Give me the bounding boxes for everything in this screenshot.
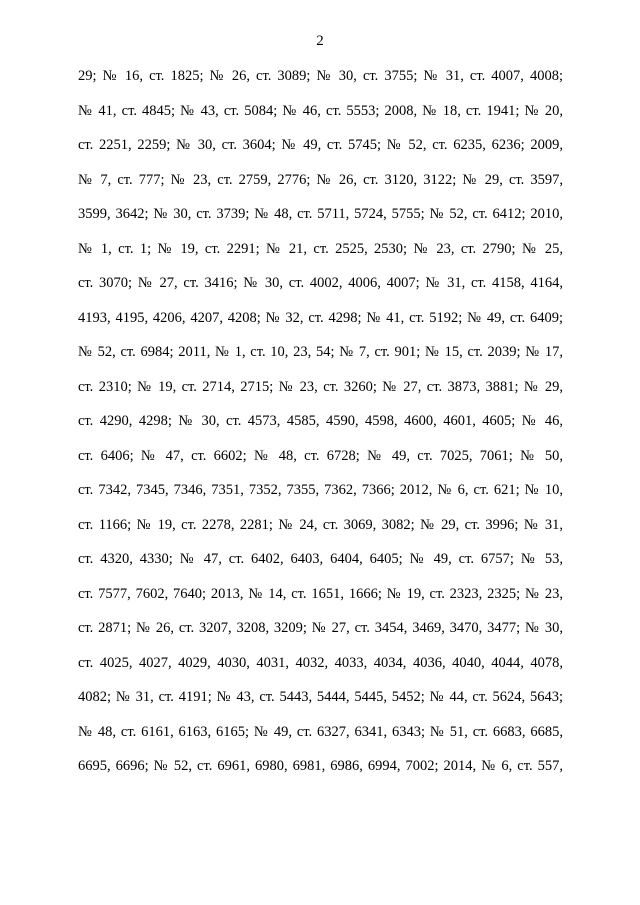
text-line-4: № 7, ст. 777; № 23, ст. 2759, 2776; № 26, ст. 3120, 3122; № 29, ст. 3597,	[78, 171, 563, 188]
page-number: 2	[316, 33, 324, 49]
text-line-20: № 48, ст. 6161, 6163, 6165; № 49, ст. 6327, 6341, 6343; № 51, ст. 6683, 6685,	[78, 723, 563, 740]
text-line-1: 29; № 16, ст. 1825; № 26, ст. 3089; № 30, ст. 3755; № 31, ст. 4007, 4008;	[78, 68, 563, 84]
text-line-9: № 52, ст. 6984; 2011, № 1, ст. 10, 23, 54; № 7, ст. 901; № 15, ст. 2039; № 17,	[78, 344, 563, 360]
text-line-5: 3599, 3642; № 30, ст. 3739; № 48, ст. 5711, 5724, 5755; № 52, ст. 6412; 2010,	[78, 206, 563, 222]
text-line-10: ст. 2310; № 19, ст. 2714, 2715; № 23, ст. 3260; № 27, ст. 3873, 3881; № 29,	[78, 378, 563, 395]
text-line-15: ст. 4320, 4330; № 47, ст. 6402, 6403, 6404, 6405; № 49, ст. 6757; № 53,	[78, 551, 563, 567]
text-line-19: 4082; № 31, ст. 4191; № 43, ст. 5443, 5444, 5445, 5452; № 44, ст. 5624, 5643;	[78, 689, 563, 705]
citation-text-block	[78, 66, 563, 791]
text-line-13: ст. 7342, 7345, 7346, 7351, 7352, 7355, 7362, 7366; 2012, № 6, ст. 621; № 10,	[78, 482, 563, 498]
text-line-2: № 41, ст. 4845; № 43, ст. 5084; № 46, ст. 5553; 2008, № 18, ст. 1941; № 20,	[78, 102, 563, 119]
text-line-7: ст. 3070; № 27, ст. 3416; № 30, ст. 4002, 4006, 4007; № 31, ст. 4158, 4164,	[78, 275, 563, 291]
text-line-11: ст. 4290, 4298; № 30, ст. 4573, 4585, 4590, 4598, 4600, 4601, 4605; № 46,	[78, 413, 563, 429]
text-line-14: ст. 1166; № 19, ст. 2278, 2281; № 24, ст. 3069, 3082; № 29, ст. 3996; № 31,	[78, 516, 563, 533]
text-line-12: ст. 6406; № 47, ст. 6602; № 48, ст. 6728; № 49, ст. 7025, 7061; № 50,	[78, 447, 563, 464]
text-line-3: ст. 2251, 2259; № 30, ст. 3604; № 49, ст. 5745; № 52, ст. 6235, 6236; 2009,	[78, 137, 563, 153]
text-line-21: 6695, 6696; № 52, ст. 6961, 6980, 6981, 6986, 6994, 7002; 2014, № 6, ст. 557,	[78, 758, 563, 774]
text-line-17: ст. 2871; № 26, ст. 3207, 3208, 3209; № 27, ст. 3454, 3469, 3470, 3477; № 30,	[78, 620, 563, 636]
text-line-16: ст. 7577, 7602, 7640; 2013, № 14, ст. 1651, 1666; № 19, ст. 2323, 2325; № 23,	[78, 585, 563, 602]
text-line-6: № 1, ст. 1; № 19, ст. 2291; № 21, ст. 2525, 2530; № 23, ст. 2790; № 25,	[78, 240, 563, 257]
text-line-18: ст. 4025, 4027, 4029, 4030, 4031, 4032, 4033, 4034, 4036, 4040, 4044, 4078,	[78, 654, 563, 671]
text-line-8: 4193, 4195, 4206, 4207, 4208; № 32, ст. 4298; № 41, ст. 5192; № 49, ст. 6409;	[78, 309, 563, 326]
